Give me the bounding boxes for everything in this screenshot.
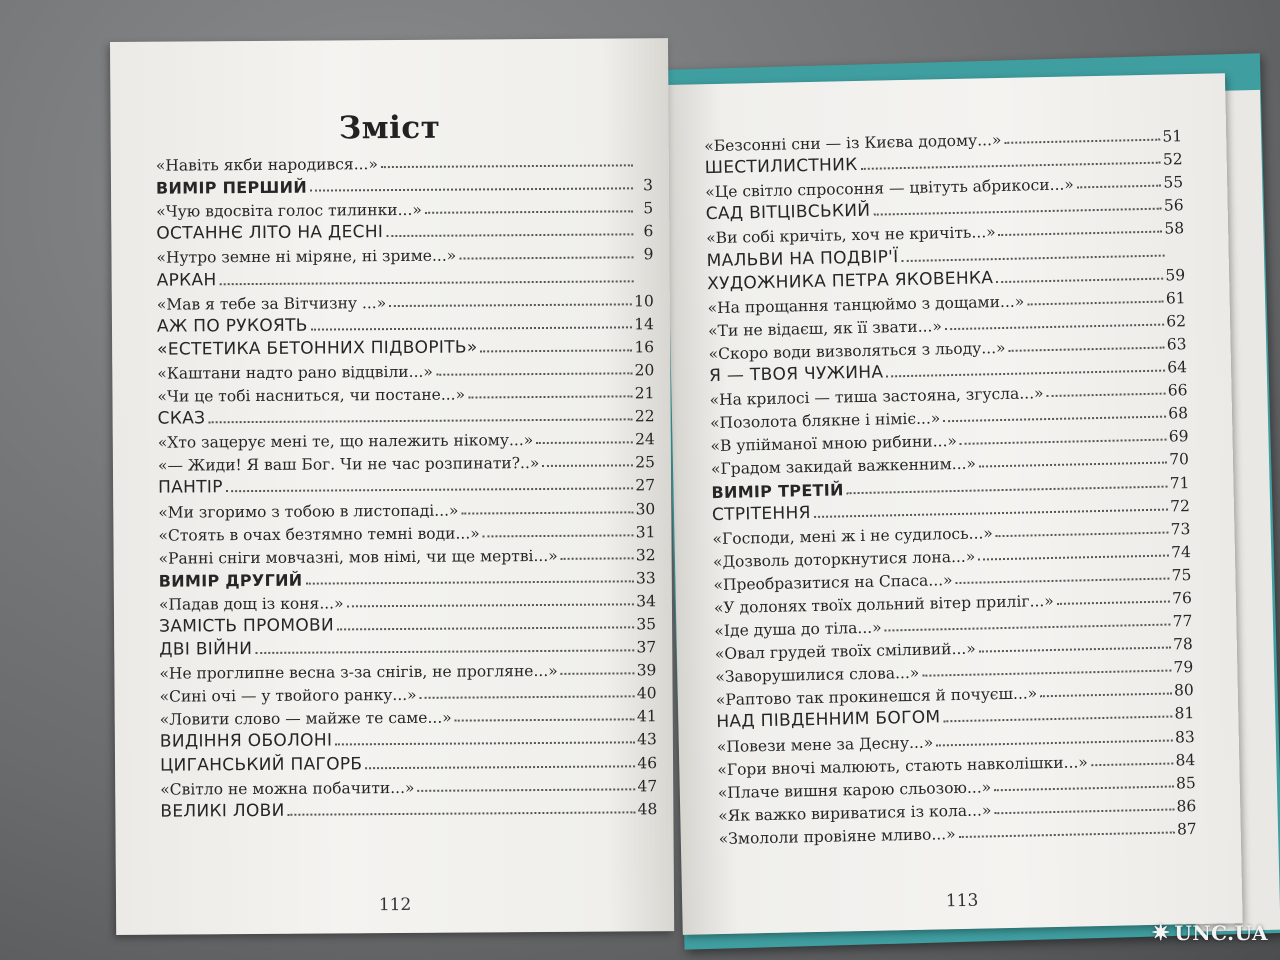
toc-entry-title: «Дозволь доторкнутися лона...» [712, 547, 976, 571]
toc-entry-title: «Господи, мені ж і не судилось...» [712, 523, 993, 548]
toc-entry [156, 148, 653, 175]
toc-entry-title: ХУДОЖНИКА ПЕТРА ЯКОВЕНКА [706, 267, 994, 294]
toc-entry-title: «Чую вдосвіта голос тилинки...» [156, 201, 422, 221]
toc-entry-page: 70 [1169, 450, 1190, 469]
toc-entry-title: «На прощання танцюймо з дощами...» [707, 292, 1025, 317]
toc-entry-page: 61 [1165, 288, 1186, 308]
dot-leader [483, 534, 634, 537]
left-page [110, 38, 674, 935]
toc-entry [156, 217, 653, 244]
toc-left-list [156, 148, 658, 821]
toc-entry [159, 610, 656, 637]
toc-entry-page: 73 [1170, 519, 1191, 539]
toc-entry [159, 587, 656, 614]
dot-leader [902, 254, 1165, 262]
toc-entry-page: 39 [636, 661, 657, 680]
toc-entry-page: 14 [634, 314, 655, 334]
dot-leader [381, 164, 633, 168]
toc-entry-page: 75 [1171, 565, 1192, 585]
dot-leader [994, 785, 1174, 791]
toc-entry-title: СТРІТЕННЯ [711, 502, 811, 525]
toc-entry-page: 66 [1167, 381, 1188, 400]
toc-entry-title: «Змололи провіяне мливо...» [718, 824, 956, 848]
toc-entry-title: ДВІ ВІЙНИ [159, 639, 253, 660]
toc-entry-title: «Плаче вишня карою сльозою...» [717, 778, 992, 802]
toc-entry-title: «Скоро води визволяться з льоду...» [708, 338, 1006, 364]
dot-leader [1004, 139, 1160, 144]
toc-entry-page: 21 [634, 384, 655, 403]
dot-leader [959, 831, 1175, 838]
toc-entry [160, 726, 657, 753]
toc-entry [158, 425, 655, 452]
toc-entry-page: 87 [1176, 819, 1197, 839]
dot-leader [468, 395, 633, 398]
toc-entry-title: САД ВІТЦІВСЬКИЙ [705, 201, 871, 225]
dot-leader [305, 580, 634, 584]
dot-leader [873, 208, 1162, 216]
toc-entry-page: 79 [1173, 658, 1194, 677]
dot-leader [561, 673, 635, 676]
dot-leader [420, 696, 635, 700]
toc-entry-page: 37 [636, 638, 657, 657]
toc-entry-title: «Каштани надто рано відцвіли...» [157, 362, 433, 383]
toc-entry-page: 84 [1175, 750, 1196, 770]
toc-entry-page: 22 [634, 407, 655, 426]
toc-entry-page: 3 [643, 176, 654, 195]
toc-entry [159, 679, 656, 706]
toc-entry-title: ШЕСТИЛИСТНИК [704, 155, 858, 179]
toc-entry-title: ВИМІР ПЕРШИЙ [155, 177, 308, 198]
toc-entry-title: «Ти не відаєш, як її звати...» [707, 317, 943, 340]
toc-entry-title: ОСТАННЄ ЛІТО НА ДЕСНІ [156, 222, 384, 245]
toc-entry-title: СКАЗ [157, 408, 206, 429]
toc-entry-page: 56 [1163, 196, 1184, 215]
toc-entry-page: 71 [1169, 473, 1190, 493]
dot-leader [418, 788, 636, 792]
dot-leader [922, 670, 1171, 677]
toc-entry-title: «Сині очі — у твойого ранку...» [159, 686, 417, 706]
toc-entry-title: «Позолота блякне і німіє...» [709, 409, 941, 433]
toc-entry-title: ПАНТІР [158, 477, 223, 499]
toc-entry-title: «Повези мене за Десну...» [716, 733, 934, 756]
toc-entry-title: «Не проглипне весна з-за снігів, не проглянe...» [159, 662, 558, 683]
toc-entry-title: «Як важко вириватися із кола...» [718, 801, 992, 825]
toc-entry [159, 564, 656, 591]
dot-leader [459, 257, 633, 260]
dot-leader [994, 808, 1174, 814]
toc-entry-page: 86 [1176, 796, 1197, 816]
toc-entry-page: 62 [1166, 311, 1187, 331]
toc-entry-title: «Ранні сніги мовчазні, мов німі, чи ще мертві...» [158, 546, 558, 568]
toc-entry-page: 35 [636, 615, 657, 634]
dot-leader [386, 234, 633, 238]
toc-entry-page: 10 [634, 291, 654, 311]
toc-entry [160, 795, 657, 822]
toc-entry [158, 518, 655, 545]
toc-entry-page: 41 [636, 707, 657, 726]
toc-entry-title: «Градом закидай важкенним...» [710, 454, 977, 479]
dot-leader [960, 439, 1167, 445]
toc-entry-title: АРКАН [156, 269, 217, 291]
dot-leader [347, 603, 635, 607]
toc-entry-title: «Ловити слово — майже те саме...» [159, 708, 452, 730]
toc-entry-title: МАЛЬВИ НА ПОДВІР'Ї [706, 246, 899, 271]
dot-leader [389, 303, 632, 307]
right-page [665, 73, 1243, 935]
dot-leader [936, 739, 1173, 746]
dot-leader [1047, 393, 1166, 397]
dot-leader [1009, 347, 1165, 352]
toc-entry-page: 43 [637, 730, 657, 749]
toc-entry [157, 356, 654, 383]
toc-entry-title: «Гори вночі малюють, стають навколішки...» [717, 752, 1088, 779]
dot-leader [226, 488, 634, 493]
dot-leader [208, 418, 633, 423]
toc-entry-title: «Чи це тобі насниться, чи постане...» [157, 385, 466, 406]
toc-entry-page: 33 [635, 568, 656, 588]
toc-entry-page: 69 [1168, 427, 1189, 446]
dot-leader [1077, 185, 1162, 189]
toc-entry-page: 64 [1167, 358, 1188, 377]
toc-right-list [704, 122, 1197, 848]
toc-entry-title: «Нутро земне ні міряне, ні зриме...» [156, 247, 457, 268]
toc-entry-page: 85 [1175, 773, 1196, 793]
toc-entry [159, 633, 656, 660]
toc-entry [160, 702, 657, 729]
dot-leader [943, 416, 1166, 423]
toc-entry-title: «Мав я тебе за Вітчизну ...» [156, 293, 387, 314]
dot-leader [310, 188, 633, 192]
toc-entry-title: ВИДІННЯ ОБОЛОНІ [159, 730, 333, 753]
toc-entry-page: 6 [643, 222, 654, 241]
toc-entry-title: ВИМІР ТРЕТІЙ [711, 479, 844, 502]
toc-entry-title: «Це світло спросоння — цвітуть абрикоси...» [705, 175, 1074, 202]
toc-entry-title: «Безсонні сни — із Києва додому...» [704, 131, 1002, 156]
page-number-right: 113 [945, 890, 979, 912]
toc-entry-page: 72 [1170, 496, 1191, 516]
toc-entry-page: 78 [1172, 635, 1194, 654]
toc-entry [160, 772, 657, 799]
toc-entry-page: 58 [1164, 219, 1185, 239]
toc-entry-page: 52 [1162, 150, 1183, 169]
toc-entry-title: ЦИГАНСЬКИЙ ПАГОРБ [159, 753, 363, 776]
toc-entry [160, 749, 657, 776]
toc-entry-page: 24 [634, 430, 655, 449]
toc-entry-title: ВЕЛИКІ ЛОВИ [160, 800, 285, 822]
toc-entry-page: 20 [634, 361, 655, 380]
toc-entry [157, 333, 654, 360]
toc-entry-title: Я — ТВОЯ ЧУЖИНА [708, 362, 884, 387]
dot-leader [542, 465, 633, 468]
toc-entry [159, 541, 656, 568]
dot-leader [425, 211, 633, 214]
dot-leader [220, 280, 634, 285]
dot-leader [255, 649, 634, 654]
toc-entry [158, 472, 655, 499]
toc-entry-page: 76 [1171, 589, 1193, 608]
toc-entry-title: «Раптово так прокинешся й почуєш...» [715, 684, 1038, 710]
dot-leader [943, 716, 1172, 723]
toc-entry-title: «В упійманої мною рибини...» [710, 432, 958, 456]
toc-entry-title: НАД ПІВДЕННИМ БОГОМ [716, 707, 941, 733]
dot-leader [999, 231, 1163, 236]
dot-leader [979, 462, 1167, 468]
watermark-text: UNC.UA [1174, 921, 1268, 945]
watermark [1151, 920, 1268, 946]
dot-leader [561, 557, 634, 560]
toc-entry [159, 656, 656, 683]
toc-entry-page: 30 [635, 499, 656, 518]
toc-entry-title: «На крилосі — тиша застояна, згусла...» [709, 384, 1044, 410]
toc-entry-title: АЖ ПО РУКОЯТЬ [156, 315, 308, 337]
toc-entry-page: 51 [1162, 127, 1183, 146]
toc-entry-title: «Світло не можна побачити...» [160, 778, 415, 799]
toc-entry-page: 48 [637, 799, 658, 819]
toc-entry [156, 171, 653, 198]
toc-entry-page: 59 [1165, 265, 1186, 285]
page-number-left: 112 [378, 894, 412, 916]
toc-entry-page: 81 [1174, 704, 1195, 723]
toc-entry [158, 402, 655, 429]
dot-leader [311, 326, 633, 330]
toc-entry-page: 9 [643, 245, 654, 264]
dot-leader [536, 442, 633, 445]
toc-entry [157, 264, 654, 291]
toc-entry-title: «Заворушилися слова...» [715, 664, 920, 687]
toc-entry-title: ЗАМІСТЬ ПРОМОВИ [159, 615, 335, 637]
toc-entry-page: 74 [1170, 542, 1192, 562]
toc-entry-page: 47 [637, 776, 658, 795]
toc-entry-page: 16 [634, 338, 655, 357]
dot-leader [956, 577, 1170, 583]
toc-entry-title: «Падав дощ із коня...» [158, 594, 344, 614]
toc-entry-title: «Навіть якби народився...» [155, 155, 379, 175]
dot-leader [996, 277, 1163, 282]
toc-entry-title: «Ви собі кричіть, хоч не кричіть...» [706, 223, 996, 248]
dot-leader [996, 531, 1169, 537]
toc-entry [156, 194, 653, 221]
toc-entry-title: «ЕСТЕТИКА БЕТОННИХ ПІДВОРІТЬ» [157, 337, 478, 360]
dot-leader [1040, 693, 1172, 698]
toc-entry-page: 77 [1172, 612, 1193, 631]
toc-entry-title: «— Жиди! Я ваш Бог. Чи не час розпинати?..» [157, 454, 540, 475]
toc-entry [156, 241, 653, 268]
toc-entry-page: 27 [635, 476, 656, 495]
dot-leader [979, 647, 1171, 653]
toc-entry-page: 32 [635, 545, 656, 565]
dot-leader [365, 765, 635, 769]
dot-leader [886, 370, 1165, 378]
toc-entry-title: «Стоять в очах безтямно темні води...» [158, 524, 480, 545]
toc-entry-page: 68 [1168, 404, 1189, 423]
dot-leader [288, 811, 636, 815]
dot-leader [945, 323, 1165, 330]
dot-leader [335, 742, 635, 746]
toc-entry [158, 495, 655, 522]
toc-entry-page: 80 [1173, 681, 1194, 700]
dot-leader [481, 349, 633, 352]
dot-leader [436, 372, 633, 375]
dot-leader [462, 511, 634, 514]
dot-leader [978, 554, 1169, 560]
dot-leader [337, 626, 634, 630]
dot-leader [455, 719, 635, 722]
toc-entry [157, 310, 654, 337]
dot-leader [885, 624, 1171, 632]
toc-entry-title: «Ми згоримо з тобою в листопаді...» [158, 501, 459, 522]
dot-leader [1027, 300, 1164, 305]
toc-entry-page: 46 [637, 753, 658, 772]
toc-entry-title: ВИМІР ДРУГИЙ [158, 570, 303, 591]
toc-entry [158, 448, 655, 475]
toc-entry-title: «Іде душа до тіла...» [714, 618, 882, 641]
toc-entry-title: «Преобразитися на Спаса...» [713, 570, 953, 594]
toc-entry-page: 55 [1163, 173, 1184, 192]
dot-leader [1091, 762, 1174, 766]
toc-entry [157, 287, 654, 314]
toc-entry-page: 40 [636, 684, 657, 703]
toc-entry [157, 379, 654, 406]
toc-entry-page: 34 [636, 592, 656, 611]
star-icon: ✷ [1151, 920, 1171, 946]
dot-leader [1057, 601, 1170, 605]
page-title: Зміст [338, 109, 441, 147]
toc-entry-title: «Хто зацерує мені те, що належить нікому...» [157, 431, 534, 452]
toc-entry-page: 63 [1166, 335, 1187, 354]
toc-entry-page: 31 [635, 522, 656, 541]
toc-entry-page: 25 [635, 453, 656, 472]
toc-entry-page: 5 [643, 199, 654, 218]
toc-entry-title: «Овал грудей твоїх сміливий...» [714, 639, 976, 664]
toc-entry-page: 83 [1174, 727, 1195, 746]
toc-entry-title: «У долонях твоїх дольний вітер приліг...» [713, 591, 1054, 618]
